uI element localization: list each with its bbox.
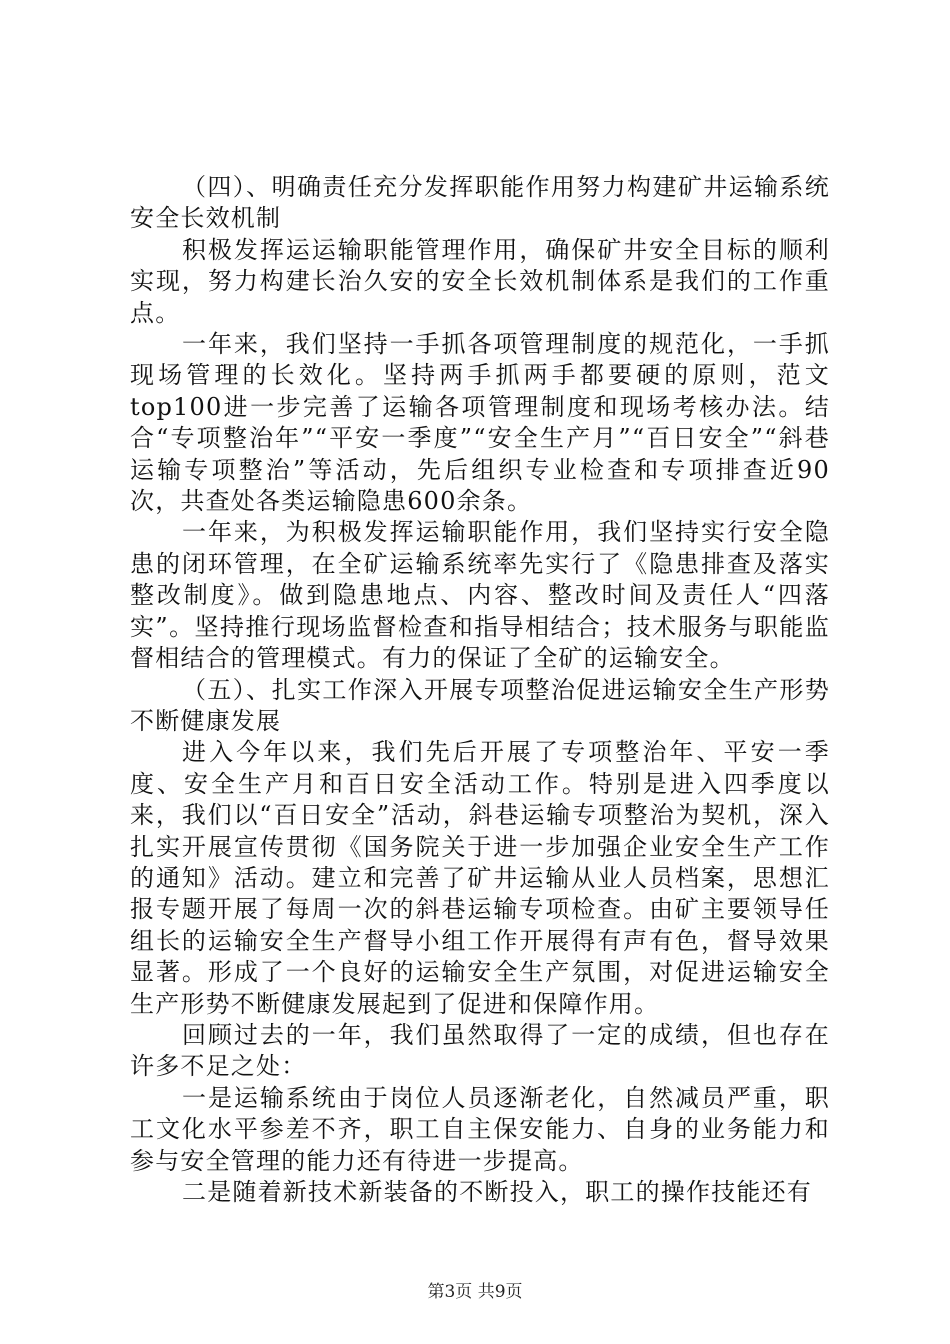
body-paragraph: 二是随着新技术新装备的不断投入，职工的操作技能还有 (182, 1178, 812, 1206)
body-paragraph: 进入今年以来，我们先后开展了专项整治年、平安一季度、安全生产月和百日安全活动工作。特别是进入四季度以来，我们以“百日安全”活动，斜巷运输专项整治为契机，深入扎实开展宣传贯彻《国务院关于进一步加强企业安全生产工作的通知》活动。建立和完善了矿井运输从业人员档案，思想汇报专题开展了每周一次的斜巷运输专项检查。由矿主要领导任组长的运输安全生产督导小组工作开展得有声有色，督导效果显著。形成了一个良好的运输安全生产氛围，对促进运输安全生产形势不断健康发展起到了促进和保障作用。 (130, 738, 830, 1018)
body-paragraph: 一年来，我们坚持一手抓各项管理制度的规范化，一手抓现场管理的长效化。坚持两手抓两手都要硬的原则，范文top100进一步完善了运输各项管理制度和现场考核办法。结合“专项整治年”“平安一季度”“安全生产月”“百日安全”“斜巷运输专项整治”等活动，先后组织专业检查和专项排查近90次，共查处各类运输隐患600余条。 (130, 330, 830, 516)
body-paragraph: 回顾过去的一年，我们虽然取得了一定的成绩，但也存在许多不足之处： (130, 1020, 830, 1081)
section-heading-4: （四）、明确责任充分发挥职能作用努力构建矿井运输系统安全长效机制 (130, 173, 830, 233)
page-number-footer: 第3页 共9页 (427, 1282, 523, 1302)
body-paragraph: 一年来，为积极发挥运输职能作用，我们坚持实行安全隐患的闭环管理，在全矿运输系统率先实行了《隐患排查及落实整改制度》。做到隐患地点、内容、整改时间及责任人“四落实”。坚持推行现场监督检查和指导相结合；技术服务与职能监督相结合的管理模式。有力的保证了全矿的运输安全。 (130, 518, 830, 673)
section-heading-5: （五）、扎实工作深入开展专项整治促进运输安全生产形势不断健康发展 (130, 675, 830, 735)
body-paragraph: 积极发挥运运输职能管理作用，确保矿井安全目标的顺利实现，努力构建长治久安的安全长效机制体系是我们的工作重点。 (130, 235, 830, 327)
document-body (130, 172, 830, 1208)
body-paragraph: 一是运输系统由于岗位人员逐渐老化，自然减员严重，职工文化水平参差不齐，职工自主保安能力、自身的业务能力和参与安全管理的能力还有待进一步提高。 (130, 1083, 830, 1175)
